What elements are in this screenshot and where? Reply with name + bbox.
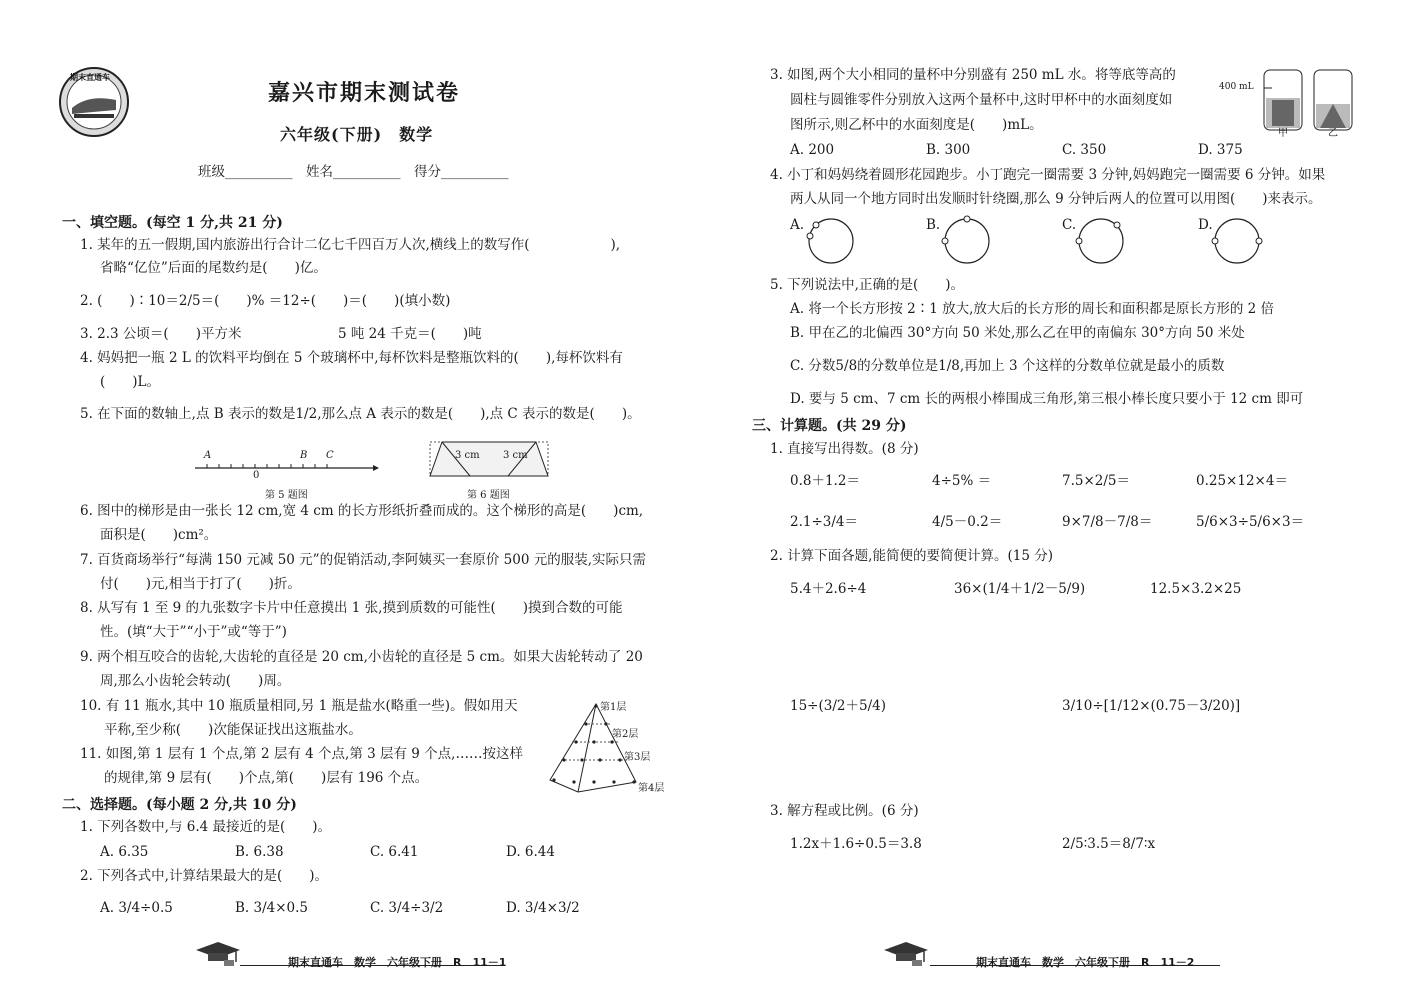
calc-2-item-3: 12.5×3.2×25 (1150, 581, 1242, 597)
footer-left: 期末直通车 数学 六年级下册 R 11－1 (288, 956, 507, 969)
question-7-line-1: 7. 百货商场举行“每满 150 元减 50 元”的促销活动,李阿姨买一套原价 500 元的服装,实际只需 (80, 552, 647, 568)
number-line-figure (195, 450, 375, 480)
question-1-line-2: 省略“亿位”后面的尾数约是( )亿。 (100, 260, 327, 276)
circle-option-d-icon (1212, 216, 1262, 266)
question-6-line-2: 面积是( )cm²。 (100, 527, 218, 543)
number-line-label-a: A (204, 450, 212, 461)
calc-2-heading: 2. 计算下面各题,能简便的要简便计算。(15 分) (770, 548, 1053, 564)
calc-2-item-4: 15÷(3/2＋5/4) (790, 698, 886, 714)
r-question-4-option-c[interactable]: C. (1062, 217, 1077, 233)
pyramid-label-layer-3: 第3层 (624, 752, 651, 763)
cup-name-jia: 甲 (1278, 128, 1288, 139)
page-subtitle: 六年级(下册) 数学 (280, 125, 434, 144)
graduation-cap-icon-right (884, 940, 928, 968)
calc-2-item-2: 36×(1/4＋1/2－5/9) (954, 581, 1086, 597)
pyramid-label-layer-1: 第1层 (600, 702, 627, 713)
trapezoid-label-right: 3 cm (503, 450, 528, 461)
footer-right: 期末直通车 数学 六年级下册 R 11－2 (976, 956, 1195, 969)
question-5: 5. 在下面的数轴上,点 B 表示的数是1/2,那么点 A 表示的数是( ),点 C 表示的数是( )。 (80, 406, 641, 422)
choice-2-option-b[interactable]: B. 3/4×0.5 (235, 900, 309, 916)
calc-1-item-7: 9×7/8－7/8＝ (1062, 514, 1153, 530)
pyramid-label-layer-4: 第4层 (638, 783, 665, 794)
calc-1-item-2: 4÷5% ＝ (932, 473, 992, 489)
calc-3-item-1: 1.2x＋1.6÷0.5＝3.8 (790, 836, 922, 852)
section-3-heading: 三、计算题。(共 29 分) (752, 418, 907, 434)
logo-text: 期末直通车 (70, 72, 110, 82)
choice-1-question: 1. 下列各数中,与 6.4 最接近的是( )。 (80, 819, 332, 835)
question-6-line-1: 6. 图中的梯形是由一张长 12 cm,宽 4 cm 的长方形纸折叠而成的。这个梯形的高是( )cm, (80, 503, 644, 519)
r-question-3-option-a[interactable]: A. 200 (790, 142, 835, 158)
choice-1-option-b[interactable]: B. 6.38 (235, 844, 284, 860)
cup-mark-400ml: 400 mL (1219, 82, 1254, 92)
logo (58, 66, 130, 138)
r-question-4-option-a[interactable]: A. (790, 217, 805, 233)
r-question-3-line-3: 图所示,则乙杯中的水面刻度是( )mL。 (790, 117, 1043, 133)
question-4-line-1: 4. 妈妈把一瓶 2 L 的饮料平均倒在 5 个玻璃杯中,每杯饮料是整瓶饮料的( ),每杯饮料有 (80, 350, 623, 366)
number-line-label-c: C (326, 450, 334, 461)
calc-3-heading: 3. 解方程或比例。(6 分) (770, 803, 919, 819)
measuring-cups-figure (1262, 66, 1362, 138)
choice-2-option-c[interactable]: C. 3/4÷3/2 (370, 900, 444, 916)
calc-2-item-1: 5.4＋2.6÷4 (790, 581, 867, 597)
r-question-5-option-a[interactable]: A. 将一个长方形按 2∶1 放大,放大后的长方形的周长和面积都是原长方形的 2 倍 (790, 301, 1275, 317)
choice-2-question: 2. 下列各式中,计算结果最大的是( )。 (80, 868, 328, 884)
r-question-3-line-1: 3. 如图,两个大小相同的量杯中分别盛有 250 mL 水。将等底等高的 (770, 67, 1176, 83)
choice-2-option-a[interactable]: A. 3/4÷0.5 (100, 900, 173, 916)
r-question-3-option-b[interactable]: B. 300 (926, 142, 971, 158)
r-question-3-option-c[interactable]: C. 350 (1062, 142, 1107, 158)
figure-6-caption: 第 6 题图 (467, 490, 510, 501)
circle-option-c-icon (1076, 216, 1126, 266)
calc-3-item-2: 2/5∶3.5＝8/7∶x (1062, 836, 1156, 852)
trapezoid-figure (430, 442, 550, 478)
question-9-line-1: 9. 两个相互咬合的齿轮,大齿轮的直径是 20 cm,小齿轮的直径是 5 cm。如果大齿轮转动了 20 (80, 649, 643, 665)
r-question-3-option-d[interactable]: D. 375 (1198, 142, 1243, 158)
r-question-5-option-b[interactable]: B. 甲在乙的北偏西 30°方向 50 米处,那么乙在甲的南偏东 30°方向 50 米处 (790, 325, 1245, 341)
question-7-line-2: 付( )元,相当于打了( )折。 (100, 576, 301, 592)
r-question-5-option-c[interactable]: C. 分数5/8的分数单位是1/8,再加上 3 个这样的分数单位就是最小的质数 (790, 358, 1225, 374)
r-question-5: 5. 下列说法中,正确的是( )。 (770, 277, 964, 293)
section-2-heading: 二、选择题。(每小题 2 分,共 10 分) (62, 797, 297, 813)
r-question-3-line-2: 圆柱与圆锥零件分别放入这两个量杯中,这时甲杯中的水面刻度如 (790, 92, 1173, 108)
choice-1-option-a[interactable]: A. 6.35 (100, 844, 149, 860)
calc-1-item-3: 7.5×2/5＝ (1062, 473, 1131, 489)
question-11-line-2: 的规律,第 9 层有( )个点,第( )层有 196 个点。 (104, 770, 429, 786)
graduation-cap-icon (196, 940, 240, 968)
question-1-line-1: 1. 某年的五一假期,国内旅游出行合计二亿七千四百万人次,横线上的数写作( ), (80, 237, 621, 253)
question-3-part-b: 5 吨 24 千克＝( )吨 (338, 326, 482, 342)
question-2: 2. ( )∶10＝2/5＝( )% ＝12÷( )＝( )(填小数) (80, 293, 451, 309)
trapezoid-label-left: 3 cm (455, 450, 480, 461)
calc-1-heading: 1. 直接写出得数。(8 分) (770, 441, 919, 457)
question-10-line-1: 10. 有 11 瓶水,其中 10 瓶质量相同,另 1 瓶是盐水(略重一些)。假如用天 (80, 698, 518, 714)
choice-2-option-d[interactable]: D. 3/4×3/2 (506, 900, 580, 916)
question-8-line-2: 性。(填“大于”“小于”或“等于”) (100, 624, 287, 640)
r-question-4-line-1: 4. 小丁和妈妈绕着圆形花园跑步。小丁跑完一圈需要 3 分钟,妈妈跑完一圈需要 6 分钟。如果 (770, 167, 1326, 183)
number-line-label-0: 0 (253, 470, 260, 481)
circle-option-a-icon (806, 216, 856, 266)
r-question-4-line-2: 两人从同一个地方同时出发顺时针绕圈,那么 9 分钟后两人的位置可以用图( )来表示。 (790, 191, 1322, 207)
page-title: 嘉兴市期末测试卷 (268, 80, 461, 106)
question-11-line-1: 11. 如图,第 1 层有 1 个点,第 2 层有 4 个点,第 3 层有 9 个点,……按这样 (80, 746, 523, 762)
r-question-5-option-d[interactable]: D. 要与 5 cm、7 cm 长的两根小棒围成三角形,第三根小棒长度只要小于 12 cm 即可 (790, 391, 1304, 407)
section-1-heading: 一、填空题。(每空 1 分,共 21 分) (62, 215, 283, 231)
calc-1-item-8: 5/6×3÷5/6×3＝ (1196, 514, 1305, 530)
question-3-part-a: 3. 2.3 公顷＝( )平方米 (80, 326, 242, 342)
calc-1-item-1: 0.8＋1.2＝ (790, 473, 860, 489)
calc-2-item-5: 3/10÷[1/12×(0.75－3/20)] (1062, 698, 1241, 714)
calc-1-item-4: 0.25×12×4＝ (1196, 473, 1288, 489)
calc-1-item-6: 4/5－0.2＝ (932, 514, 1003, 530)
question-9-line-2: 周,那么小齿轮会转动( )周。 (100, 673, 291, 689)
pyramid-label-layer-2: 第2层 (612, 729, 639, 740)
cup-name-yi: 乙 (1328, 128, 1338, 139)
question-4-line-2: ( )L。 (100, 374, 160, 390)
calc-1-item-5: 2.1÷3/4＝ (790, 514, 859, 530)
circle-option-b-icon (942, 216, 992, 266)
r-question-4-option-d[interactable]: D. (1198, 217, 1213, 233)
number-line-label-b: B (300, 450, 308, 461)
question-8-line-1: 8. 从写有 1 至 9 的九张数字卡片中任意摸出 1 张,摸到质数的可能性( )摸到合数的可能 (80, 600, 623, 616)
choice-1-option-d[interactable]: D. 6.44 (506, 844, 555, 860)
question-10-line-2: 平称,至少称( )次能保证找出这瓶盐水。 (104, 722, 362, 738)
figure-5-caption: 第 5 题图 (265, 490, 308, 501)
student-info-line[interactable]: 班级__________ 姓名__________ 得分__________ (198, 164, 509, 180)
choice-1-option-c[interactable]: C. 6.41 (370, 844, 419, 860)
r-question-4-option-b[interactable]: B. (926, 217, 941, 233)
